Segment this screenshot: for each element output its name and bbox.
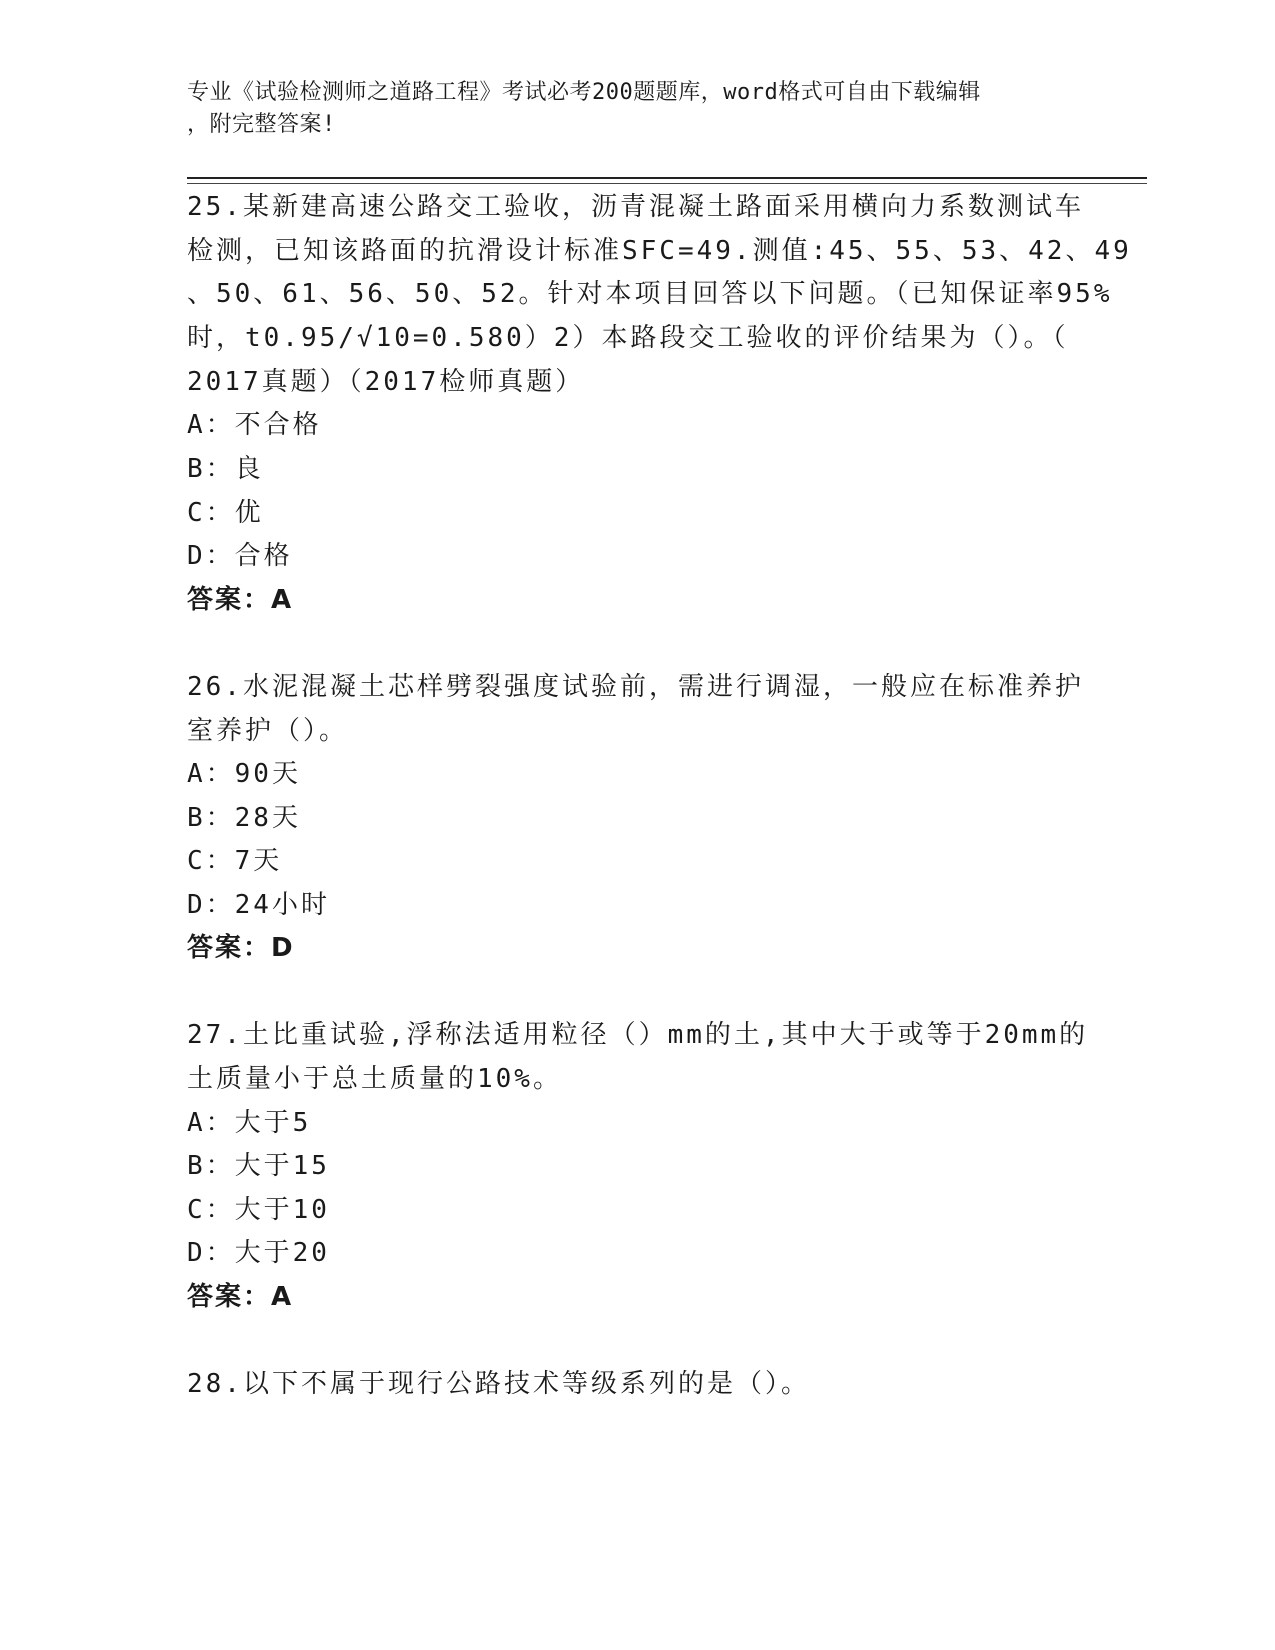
question-28-stem-line-1: 28.以下不属于现行公路技术等级系列的是（）。 [187, 1369, 810, 1399]
question-27-option-a: A：大于5 [187, 1108, 312, 1138]
question-25-stem-line-4: 时，t0.95/√10=0.580）2）本路段交工验收的评价结果为（）。（ [187, 323, 1069, 353]
question-25-option-c: C：优 [187, 498, 264, 528]
question-25-answer: 答案：A [187, 585, 294, 615]
question-25-stem-line-1: 25.某新建高速公路交工验收，沥青混凝土路面采用横向力系数测试车 [187, 192, 1084, 222]
question-25-stem-line-2: 检测，已知该路面的抗滑设计标准SFC=49.测值:45、55、53、42、49 [187, 236, 1132, 266]
question-25-option-d: D：合格 [187, 541, 293, 571]
header-divider-thin [187, 183, 1147, 184]
document-header-line-2: ，附完整答案! [187, 112, 336, 137]
question-26-stem-line-1: 26.水泥混凝土芯样劈裂强度试验前，需进行调湿，一般应在标准养护 [187, 672, 1084, 702]
question-25-option-b: B：良 [187, 454, 264, 484]
header-divider-thick [187, 177, 1147, 179]
question-25-stem-line-3: 、50、61、56、50、52。针对本项目回答以下问题。（已知保证率95% [187, 279, 1113, 309]
question-27-option-c: C：大于10 [187, 1195, 330, 1225]
question-26-option-a: A：90天 [187, 759, 301, 789]
question-26-option-b: B：28天 [187, 803, 301, 833]
question-27-answer: 答案：A [187, 1282, 294, 1312]
question-26-option-d: D：24小时 [187, 890, 330, 920]
question-26-stem-line-2: 室养护（）。 [187, 716, 349, 746]
question-27-stem-line-1: 27.土比重试验,浮称法适用粒径（）mm的土,其中大于或等于20mm的 [187, 1020, 1089, 1050]
question-26-option-c: C：7天 [187, 846, 283, 876]
question-25-stem-line-5: 2017真题）（2017检师真题） [187, 367, 585, 397]
document-header-line-1: 专业《试验检测师之道路工程》考试必考200题题库，word格式可自由下载编辑 [187, 80, 981, 105]
question-26-answer: 答案：D [187, 933, 295, 963]
question-27-option-d: D：大于20 [187, 1238, 330, 1268]
question-27-stem-line-2: 土质量小于总土质量的10%。 [187, 1064, 562, 1094]
question-25-option-a: A：不合格 [187, 410, 322, 440]
question-27-option-b: B：大于15 [187, 1151, 330, 1181]
